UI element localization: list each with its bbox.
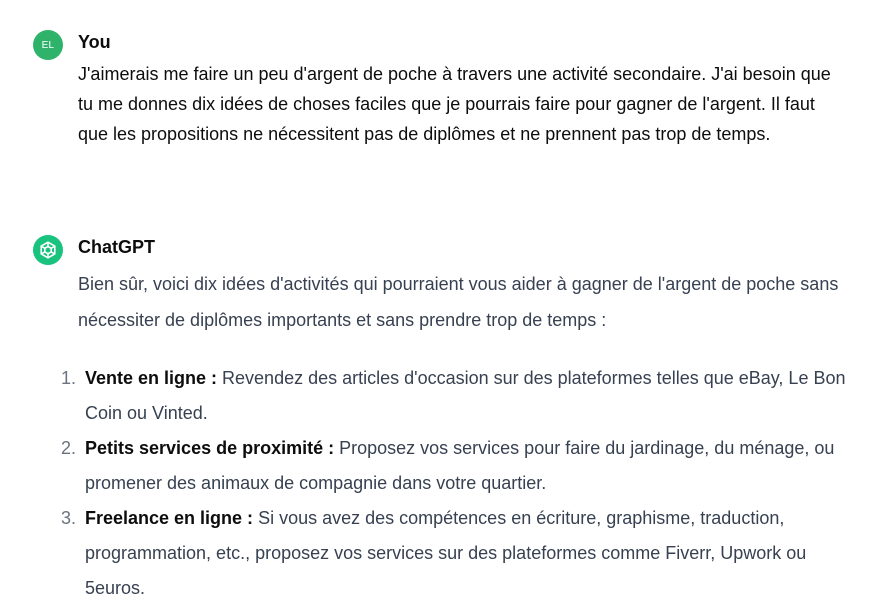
openai-logo-icon-glyph [37,239,59,261]
user-message-text: J'aimerais me faire un peu d'argent de poche à travers une activité secondaire. J'ai besoin que tu me donnes dix idées de choses faciles que je pourrais faire pour gagner de l'argent. Il faut que les propositions ne nécessitent pas de diplômes et ne prennent pas trop de temps. [78,64,831,144]
user-avatar [33,30,63,60]
user-author-name: You [78,32,111,52]
list-item-text: Proposez vos services pour faire du jardinage, du ménage, ou promener des animaux de compagnie dans votre quartier. [85,438,835,493]
assistant-author-name: ChatGPT [78,237,156,257]
user-avatar-initials: EL [41,39,55,51]
assistant-intro-text: Bien sûr, voici dix idées d'activités qui pourraient vous aider à gagner de l'argent de poche sans nécessiter de diplômes importants et sans prendre trop de temps : [78,274,839,330]
list-item-number: 1. [61,368,77,388]
list-item [61,501,851,606]
list-item-text: Revendez des articles d'occasion sur des plateformes telles que eBay, Le Bon Coin ou Vinted. [85,368,846,423]
list-item [61,431,851,501]
list-item-term: Petits services de proximité : [85,438,335,458]
list-item [61,361,851,431]
list-item-term: Vente en ligne : [85,368,218,388]
list-item-term: Freelance en ligne : [85,508,254,528]
list-item-text: Si vous avez des compétences en écriture, graphisme, traduction, programmation, etc., proposez vos services sur des plateformes comme Fiverr, Upwork ou 5euros. [85,508,807,598]
openai-logo-icon [33,235,63,265]
ideas-list [61,361,851,606]
list-item-number: 3. [61,508,77,528]
list-item-number: 2. [61,438,77,458]
